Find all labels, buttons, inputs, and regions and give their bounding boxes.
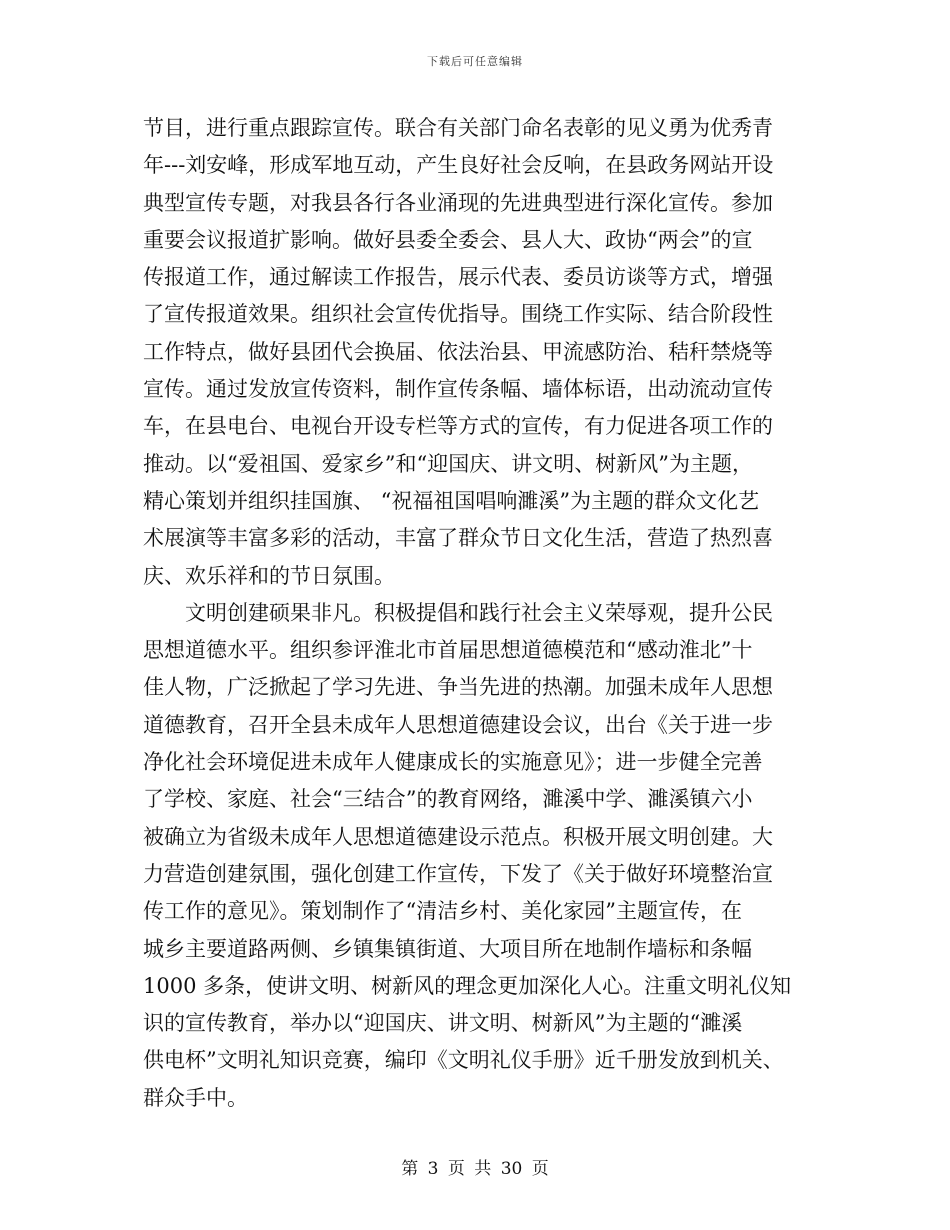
text-line: 术展演等丰富多彩的活动，丰富了群众节日文化生活，营造了热烈喜 (143, 526, 773, 551)
text-line: 车，在县电台、电视台开设专栏等方式的宣传，有力促进各项工作的 (143, 414, 773, 439)
text-line: 推动。以“爱祖国、爱家乡”和“迎国庆、讲文明、树新风”为主题， (143, 451, 753, 476)
text-line: 年---刘安峰，形成军地互动，产生良好社会反响，在县政务网站开设 (143, 153, 774, 178)
page-header-note: 下载后可任意编辑 (427, 55, 523, 68)
text-line: 传报道工作，通过解读工作报告，展示代表、委员访谈等方式，增强 (143, 265, 773, 290)
text-line: 1000 多条，使讲文明、树新风的理念更加深化人心。注重文明礼仪知 (143, 973, 792, 998)
text-line: 群众手中。 (143, 1085, 248, 1110)
text-line: 重要会议报道扩影响。做好县委全委会、县人大、政协“两会”的宣 (143, 227, 753, 252)
text-line: 净化社会环境促进未成年人健康成长的实施意见》；进一步健全完善 (143, 750, 763, 775)
text-line: 城乡主要道路两侧、乡镇集镇街道、大项目所在地制作墙标和条幅 (143, 936, 752, 961)
text-line: 道德教育，召开全县未成年人思想道德建设会议，出台《关于进一步 (143, 712, 773, 737)
text-line: 思想道德水平。组织参评淮北市首届思想道德模范和“感动淮北”十 (143, 638, 753, 663)
text-line: 精心策划并组织挂国旗、 “祝福祖国唱响濉溪”为主题的群众文化艺 (143, 488, 760, 513)
document-body (143, 110, 813, 1117)
page-number-footer: 第 3 页 共 30 页 (401, 1159, 549, 1179)
text-line: 庆、欢乐祥和的节日氛围。 (143, 563, 395, 588)
text-line: 传工作的意见》。策划制作了“清洁乡村、美化家园”主题宣传，在 (143, 899, 742, 924)
text-line: 了学校、家庭、社会“三结合”的教育网络，濉溪中学、濉溪镇六小 (143, 787, 753, 812)
text-line: 识的宣传教育，举办以“迎国庆、讲文明、树新风”为主题的“濉溪 (143, 1011, 743, 1036)
text-line: 了宣传报道效果。组织社会宣传优指导。围绕工作实际、结合阶段性 (143, 302, 773, 327)
text-line: 节目，进行重点跟踪宣传。联合有关部门命名表彰的见义勇为优秀青 (143, 116, 773, 140)
text-line: 被确立为省级未成年人思想道德建设示范点。积极开展文明创建。大 (143, 824, 773, 849)
text-line: 供电杯”文明礼知识竞赛，编印《文明礼仪手册》近千册发放到机关、 (143, 1048, 784, 1073)
text-line: 力营造创建氛围，强化创建工作宣传，下发了《关于做好环境整治宣 (143, 861, 773, 886)
text-line: 宣传。通过发放宣传资料，制作宣传条幅、墙体标语，出动流动宣传 (143, 377, 773, 402)
text-line: 典型宣传专题，对我县各行各业涌现的先进典型进行深化宣传。参加 (143, 190, 773, 215)
paragraph-start-line: 文明创建硕果非凡。积极提倡和践行社会主义荣辱观，提升公民 (185, 600, 773, 625)
text-line: 佳人物，广泛掀起了学习先进、争当先进的热潮。加强未成年人思想 (143, 675, 773, 700)
text-line: 工作特点，做好县团代会换届、依法治县、甲流感防治、秸秆禁烧等 (143, 339, 773, 364)
